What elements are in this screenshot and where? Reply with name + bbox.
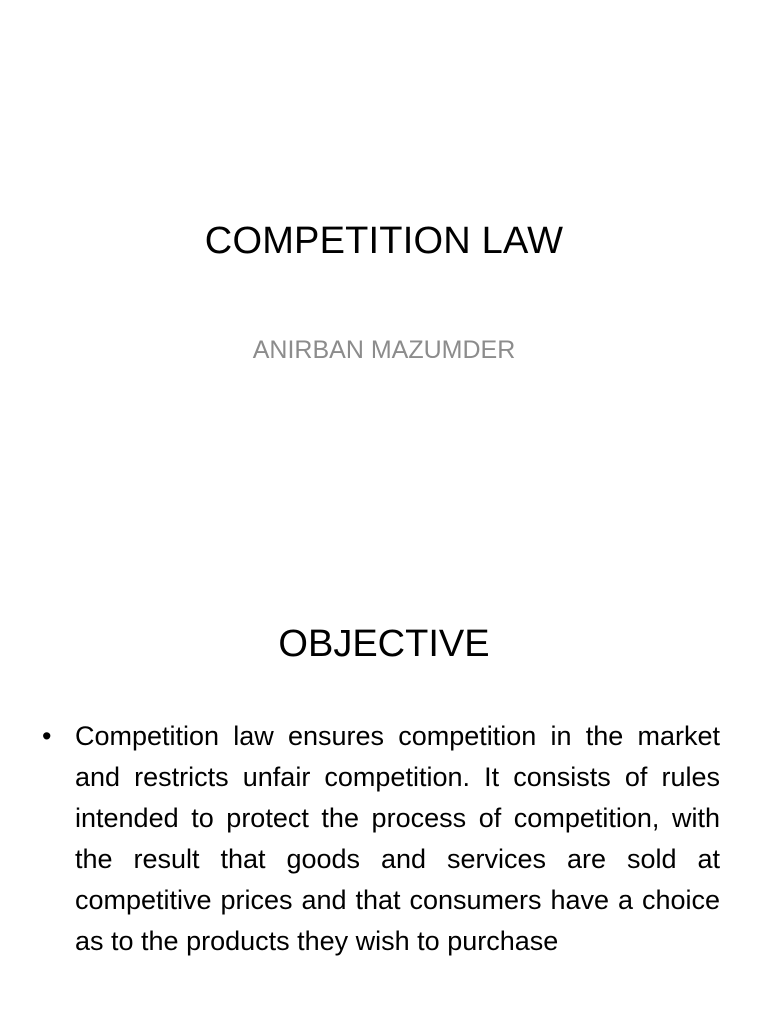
bullet-dot-icon: • bbox=[42, 721, 52, 751]
bullet-list bbox=[40, 716, 720, 962]
bullet-text: Competition law ensures competition in the market and restricts unfair competition. It consists of rules intended to protect the process of competition, with the result that goods and services are sold at competitive prices and that consumers have a choice as to the products they wish to purchase bbox=[75, 721, 720, 956]
bullet-item bbox=[40, 716, 720, 962]
slide-title: COMPETITION LAW bbox=[204, 220, 564, 262]
objective-slide bbox=[0, 576, 768, 1024]
slide-title: OBJECTIVE bbox=[278, 623, 490, 665]
slide-subtitle-author: ANIRBAN MAZUMDER bbox=[252, 336, 516, 364]
